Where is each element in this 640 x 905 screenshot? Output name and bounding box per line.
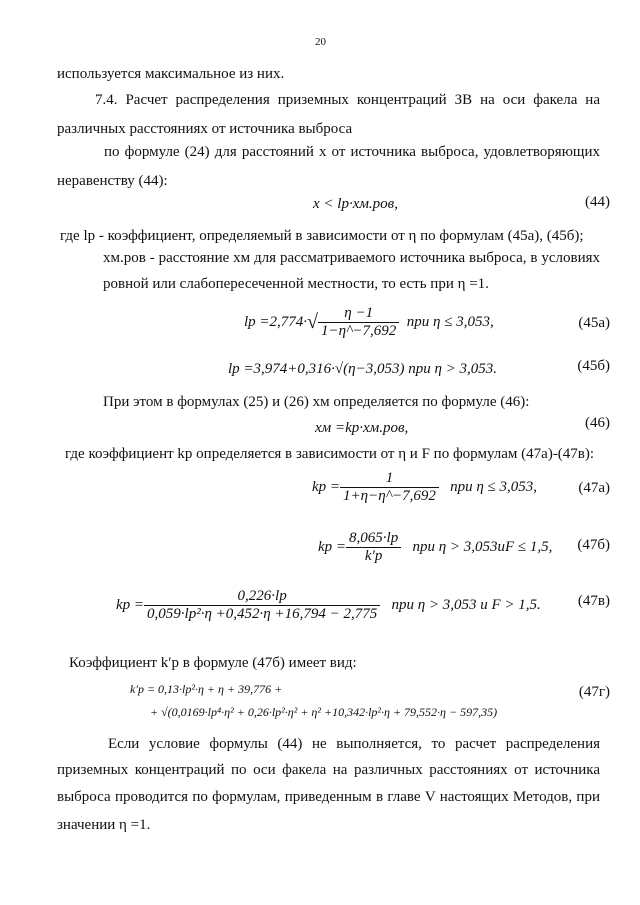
text-line: где lр - коэффициент, определяемый в зависимости от η по формулам (45а), (45б); bbox=[60, 228, 584, 244]
equation-number-47v: (47в) bbox=[577, 593, 610, 609]
text-line: ровной или слабопересеченной местности, то есть при η =1. bbox=[103, 276, 489, 292]
equation-47b: kр = $\frac{8,065\cdot lр}{k'р}$ при η > 3,053иF ≤ 1,5, bbox=[318, 530, 553, 564]
equation-44: x < lр·xм.ров, bbox=[313, 196, 398, 212]
equation-47a: kр = $\frac{1}{1+\eta-\eta\^{}-7,692}$ при η ≤ 3,053, bbox=[312, 470, 538, 504]
text-line: приземных концентраций по оси факела на различных расстояниях от источника bbox=[57, 762, 600, 778]
eq47b-fraction: $\frac{8,065\cdot lр}{k'р}$ bbox=[346, 530, 401, 565]
text-line: значении η =1. bbox=[57, 817, 151, 833]
eq45a-lhs: lр =2,774· bbox=[244, 313, 308, 330]
text-line: Если условие формулы (44) не выполняется, то расчет распределения bbox=[108, 736, 600, 752]
equation-number-47b: (47б) bbox=[577, 537, 610, 553]
equation-number-46: (46) bbox=[585, 415, 610, 431]
page-number: 20 bbox=[315, 36, 326, 48]
eq47a-fraction: $\frac{1}{1+\eta-\eta\^{}-7,692}$ bbox=[340, 470, 439, 505]
equation-47v: kр = $\frac{0,226\cdot lр}{\text{0,059·lр²·η +0,452·η +16,794 − 2,775}}$ при η > 3,053 и F > 1,5. bbox=[116, 588, 541, 622]
equation-47g-line2: + √(0,0169·lр⁴·η² + 0,26·lр²·η² + η² +10,342·lр²·η + 79,552·η − 597,35) bbox=[150, 705, 498, 719]
text-line: Коэффициент k′р в формуле (47б) имеет вид: bbox=[69, 655, 357, 671]
equation-number-45b: (45б) bbox=[577, 358, 610, 374]
eq47v-fraction: $\frac{0,226\cdot lр}{\text{0,059·lр²·η +0,452·η +16,794 − 2,775}}$ bbox=[144, 588, 380, 623]
equation-45b: lр =3,974+0,316·√(η−3,053) при η > 3,053. bbox=[228, 361, 498, 377]
text-line: где коэффициент kр определяется в зависимости от η и F по формулам (47а)-(47в): bbox=[65, 446, 595, 462]
equation-47g-line1: k′р = 0,13·lр²·η + η + 39,776 + bbox=[130, 682, 283, 696]
equation-number-47g: (47г) bbox=[578, 684, 610, 700]
text-line: xм.ров - расстояние xм для рассматриваемого источника выброса, в условиях bbox=[103, 250, 600, 266]
text-line: по формуле (24) для расстояний x от источника выброса, удовлетворяющих bbox=[104, 144, 600, 160]
text-line: неравенству (44): bbox=[57, 173, 168, 189]
equation-number-44: (44) bbox=[585, 194, 610, 210]
section-heading: 7.4. Расчет распределения приземных концентраций ЗВ на оси факела на bbox=[95, 92, 600, 108]
text-line: используется максимальное из них. bbox=[57, 66, 285, 82]
equation-45a: lр =2,774·√ $\frac{\eta -1}{1-\eta\^{}-7,692}$ при η ≤ 3,053, bbox=[244, 305, 494, 339]
eq45a-fraction: $\frac{\eta -1}{1-\eta\^{}-7,692}$ bbox=[318, 305, 399, 340]
equation-number-45a: (45а) bbox=[578, 315, 610, 331]
eq45a-condition: при η ≤ 3,053, bbox=[406, 313, 494, 330]
text-line: При этом в формулах (25) и (26) xм определяется по формуле (46): bbox=[103, 394, 530, 410]
text-line: выброса проводится по формулам, приведенным в главе V настоящих Методов, при bbox=[57, 789, 600, 805]
section-heading-cont: различных расстояниях от источника выброса bbox=[57, 121, 353, 137]
equation-46: xм =kр·xм.ров, bbox=[315, 420, 409, 436]
equation-number-47a: (47а) bbox=[578, 480, 610, 496]
